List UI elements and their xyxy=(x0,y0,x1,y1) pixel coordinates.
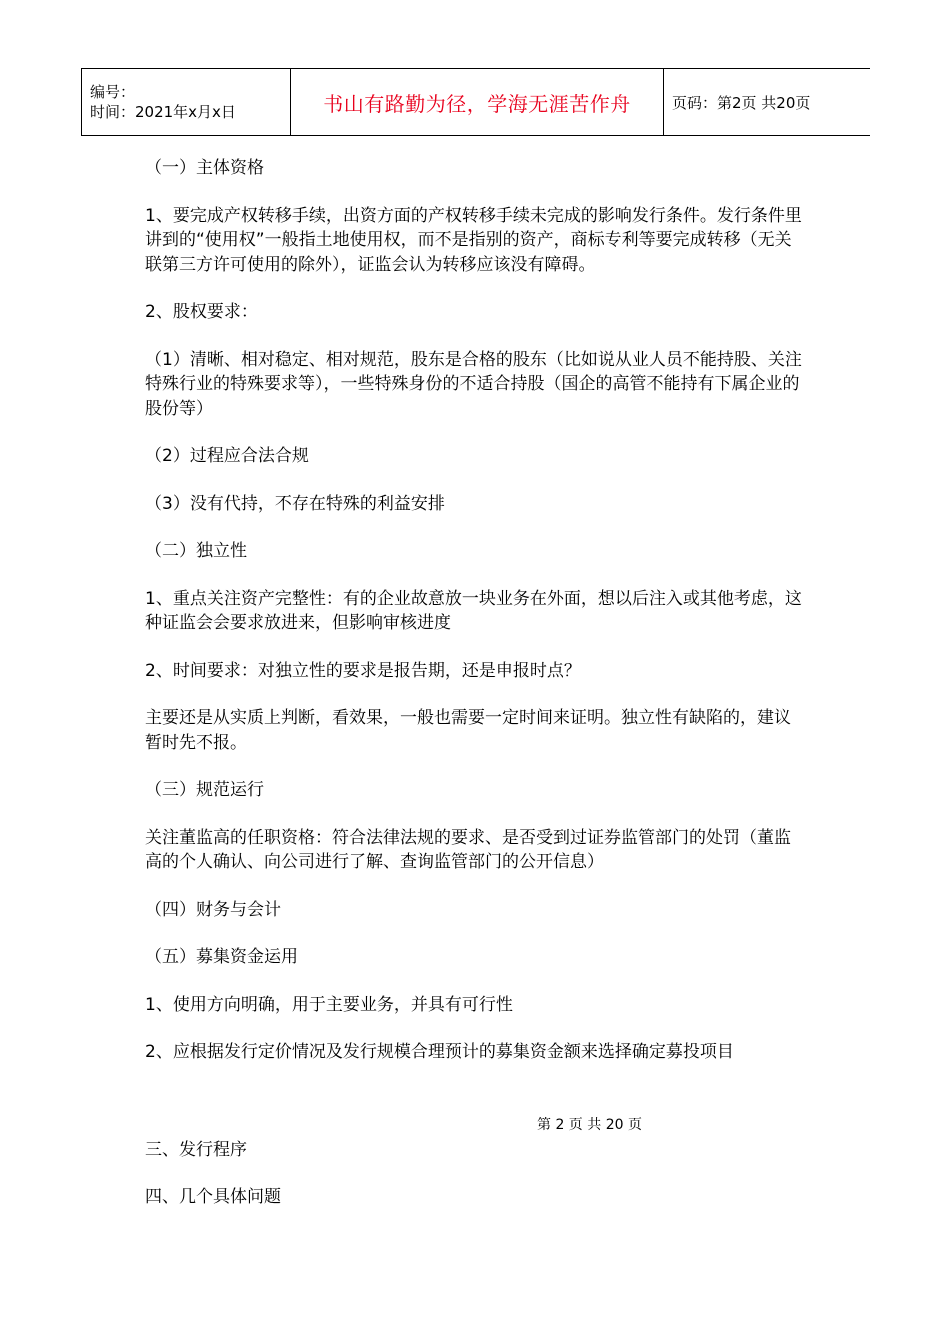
section-heading-3: 三、发行程序 xyxy=(145,1140,247,1160)
paragraph: （二）独立性 xyxy=(145,541,247,561)
paragraph: 1、要完成产权转移手续，出资方面的产权转移手续未完成的影响发行条件。发行条件里讲到的“使用权”一般指土地使用权，而不是指别的资产，商标专利等要完成转移（无关联第三方许可使用的除外），证监会认为转移应该没有障碍。 xyxy=(145,205,802,275)
document-header xyxy=(81,68,870,136)
page-footer-number: 第 2 页 共 20 页 xyxy=(537,1117,642,1133)
paragraph: （一）主体资格 xyxy=(145,158,264,178)
paragraph: 主要还是从实质上判断，看效果，一般也需要一定时间来证明。独立性有缺陷的，建议暂时先不报。 xyxy=(145,708,791,753)
paragraph: （五）募集资金运用 xyxy=(145,947,298,967)
paragraph: 2、时间要求：对独立性的要求是报告期，还是申报时点？ xyxy=(145,660,581,681)
document-date: 时间：2021年x月x日 xyxy=(90,103,236,121)
paragraph: 2、应根据发行定价情况及发行规模合理预计的募集资金额来选择确定募投项目 xyxy=(145,1042,734,1062)
paragraph: （2）过程应合法合规 xyxy=(145,446,309,466)
paragraph: （3）没有代持，不存在特殊的利益安排 xyxy=(145,493,445,514)
header-meta-cell xyxy=(82,69,291,136)
paragraph: 1、使用方向明确，用于主要业务，并具有可行性 xyxy=(145,994,513,1015)
header-motto: 书山有路勤为径，学海无涯苦作舟 xyxy=(323,91,631,116)
paragraph: （三）规范运行 xyxy=(145,780,264,800)
paragraph: 关注董监高的任职资格：符合法律法规的要求、是否受到过证券监管部门的处罚（董监高的个人确认、向公司进行了解、查询监管部门的公开信息） xyxy=(145,827,791,872)
paragraph: 1、重点关注资产完整性：有的企业故意放一块业务在外面，想以后注入或其他考虑，这种证监会会要求放进来，但影响审核进度 xyxy=(145,588,802,633)
paragraph: 2、股权要求： xyxy=(145,302,258,322)
document-body xyxy=(145,156,805,1088)
paragraph: （1）清晰、相对稳定、相对规范，股东是合格的股东（比如说从业人员不能持股、关注特殊行业的特殊要求等），一些特殊身份的不适合持股（国企的高管不能持有下属企业的股份等） xyxy=(145,349,802,419)
section-heading-4: 四、几个具体问题 xyxy=(145,1187,281,1207)
document-number-label: 编号： xyxy=(90,83,136,101)
header-page-number: 页码：第2页 共20页 xyxy=(672,93,811,112)
paragraph: （四）财务与会计 xyxy=(145,899,281,920)
header-motto-cell xyxy=(291,69,664,136)
header-page-cell xyxy=(664,69,871,136)
